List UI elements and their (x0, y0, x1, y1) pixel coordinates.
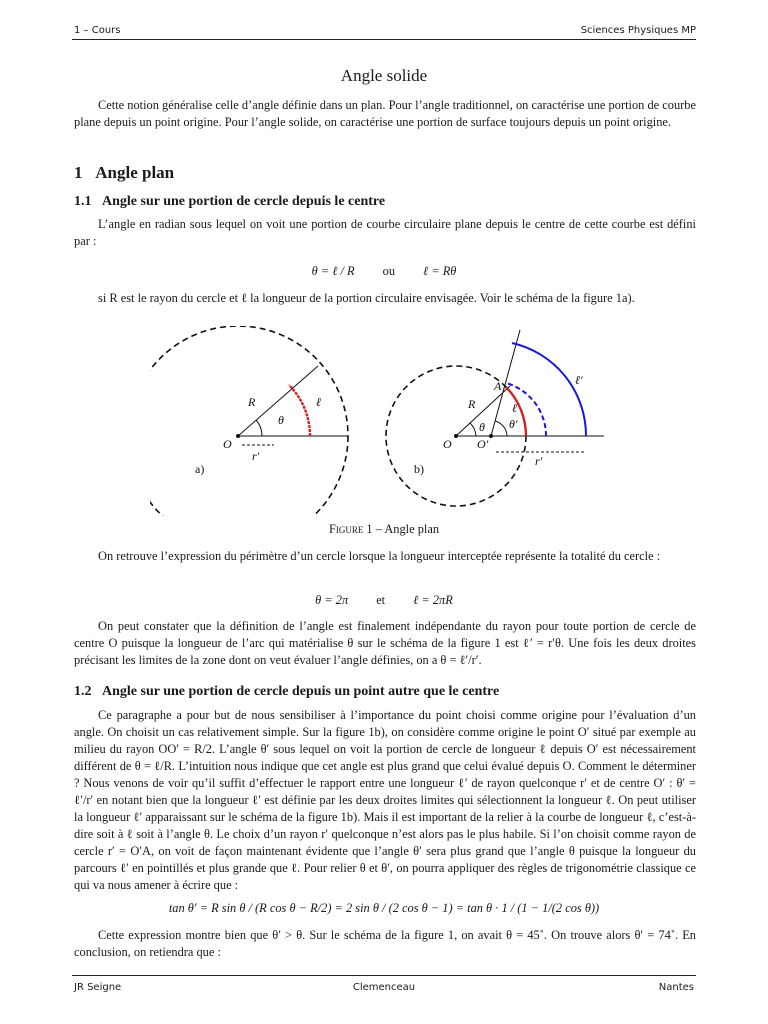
panel-b-label-theta: θ (479, 420, 485, 434)
header-rule (72, 39, 696, 40)
figure-caption-prefix: Figure 1 (328, 522, 373, 536)
panel-b-label-ell: ℓ (512, 401, 517, 415)
panel-b-oprime-dot (489, 434, 493, 438)
sub12-paragraph-1: Ce paragraphe a pour but de nous sensibiliser à l’importance du point choisi comme origine pour l’évaluation d’un angle. On choisit un cas relativement simple. Sur la figure 1b), on considère comme origine le point O′ situé par exemple au milieu du rayon OO′ = R/2. L’angle θ′ sous lequel on voit la portion de cercle de longueur ℓ depuis O′ est nécessairement différent de θ = ℓ/R. L’intuition nous indique que cet angle est plus grand que celui évalué depuis O. Comment le déterminer ? Nous venons de voir qu’il suffit d’effectuer le rapport entre une longueur ℓ′ de rayon quelconque r′ et de centre O′ : θ′ = ℓ′/r′ en notant bien que la longueur ℓ′ est définie par les deux droites limites qui sélectionnent la longueur ℓ. On peut utiliser la longueur ℓ′ apparaissant sur le schéma de la figure 1b). Mais il est important de la relier à la courbe de longueur ℓ, c’est-à-dire soit à ℓ soit à l’angle θ. Le choix d’un rayon r′ quelconque n’est alors pas le plus habile. Si l’on choisit comme rayon de cercle r′ = O′A, on voit de façon maintenant évidente que l’angle θ′ sera plus grand que l’angle θ puisque la longueur du parcours ℓ′ en pointillés et plus grande que ℓ. Pour relier θ et θ′, on pourra appliquer des règles de trigonométrie classique ce qui va nous amener à écrire que : (74, 708, 696, 892)
equation-2-left: θ = 2π (315, 593, 349, 607)
panel-b-label-rprime: r′ (535, 454, 543, 468)
panel-a-origin-dot (236, 434, 240, 438)
equation-1-right: ℓ = Rθ (423, 264, 457, 278)
panel-b-theta-arc (470, 423, 476, 436)
sub12-paragraph-2: Cette expression montre bien que θ′ > θ. Sur le schéma de la figure 1, on avait θ = 45˚. On trouve alors θ′ = 74˚. En conclusion, on retiendra que : (74, 928, 696, 959)
paragraph-4: On peut constater que la définition de l’angle est finalement indépendante du rayon pour toute portion de cercle de centre O puisque la longueur de l’arc qui matérialise θ sur le schéma de la figure 1 est ℓ′ = r′θ. Une fois les deux droites précisant les limites de la zone dont on veut évaluer l’angle définies, on a θ = ℓ′/r′. (74, 619, 696, 667)
header-left: 1 – Cours (74, 25, 121, 36)
panel-b-label-R: R (468, 397, 476, 411)
footer-center: Clemenceau (352, 982, 416, 993)
panel-a-label-tag: a) (195, 462, 205, 476)
figure-panel-a (150, 326, 348, 516)
panel-b-blue-solid-arc (512, 343, 586, 436)
figure-panel-b (386, 330, 604, 506)
subsection-1-2-number: 1.2 (74, 684, 92, 699)
panel-b-label-thetaprime: θ′ (509, 417, 518, 431)
panel-a-theta-arc (256, 420, 262, 436)
panel-b-origin-dot (454, 434, 458, 438)
equation-1 (0, 264, 768, 279)
sub11-paragraph-2: si R est le rayon du cercle et ℓ la longueur de la portion circulaire envisagée. Voir le schéma de la figure 1a). (98, 291, 635, 305)
panel-b-thetaprime-arc (495, 421, 507, 436)
subsection-1-1-heading (74, 194, 385, 210)
figure-caption-text: – Angle plan (372, 522, 440, 536)
panel-a-label-ell: ℓ (316, 395, 321, 409)
equation-1-left: θ = ℓ / R (311, 264, 355, 278)
equation-1-sep: ou (382, 264, 396, 278)
section-1-number: 1 (74, 163, 83, 182)
subsection-1-1-number: 1.1 (74, 194, 92, 209)
panel-a-dashed-circle (150, 326, 348, 516)
subsection-1-1-title: Angle sur une portion de cercle depuis le centre (102, 194, 386, 209)
panel-b-label-A: A (494, 379, 502, 393)
panel-a-label-rprime: r′ (252, 449, 260, 463)
footer-right: Nantes (658, 982, 694, 993)
panel-a-label-theta: θ (278, 413, 284, 427)
equation-2-right: ℓ = 2πR (413, 593, 453, 607)
figure-1-caption (0, 522, 768, 537)
panel-a-label-O: O (223, 437, 232, 451)
equation-2 (0, 593, 768, 608)
panel-b-label-ellprime: ℓ′ (575, 373, 583, 387)
section-1-heading (74, 163, 174, 183)
panel-b-label-tag: b) (414, 462, 424, 476)
footer-rule (72, 975, 696, 976)
intro-paragraph: Cette notion généralise celle d’angle définie dans un plan. Pour l’angle traditionnel, on caractérise une portion de courbe plane depuis un point origine. Pour l’angle solide, on caractérise une portion de surface toujours depuis un point origine. (74, 98, 696, 129)
sub11-paragraph-1: L’angle en radian sous lequel on voit une portion de courbe circulaire plane depuis le centre de cette courbe est défini par : (74, 217, 696, 248)
footer-left: JR Seigne (74, 982, 122, 993)
figure-1-angle-diagram (150, 326, 620, 516)
panel-a-red-arc (289, 385, 310, 436)
panel-a-label-R: R (248, 395, 256, 409)
equation-2-sep: et (376, 593, 386, 607)
header-right: Sciences Physiques MP (580, 25, 696, 36)
equation-3: tan θ′ = R sin θ / (R cos θ − R/2) = 2 sin θ / (2 cos θ − 1) = tan θ · 1 / (1 − 1/(2 cos θ)) (168, 901, 600, 915)
subsection-1-2-title: Angle sur une portion de cercle depuis un point autre que le centre (102, 684, 500, 699)
panel-b-label-O: O (443, 437, 452, 451)
panel-b-label-Oprime: O′ (477, 437, 489, 451)
page-title: Angle solide (340, 66, 428, 85)
paragraph-3: On retrouve l’expression du périmètre d’un cercle lorsque la longueur interceptée représente la totalité du cercle : (98, 549, 661, 563)
subsection-1-2-heading (74, 684, 499, 700)
section-1-title: Angle plan (95, 163, 175, 182)
